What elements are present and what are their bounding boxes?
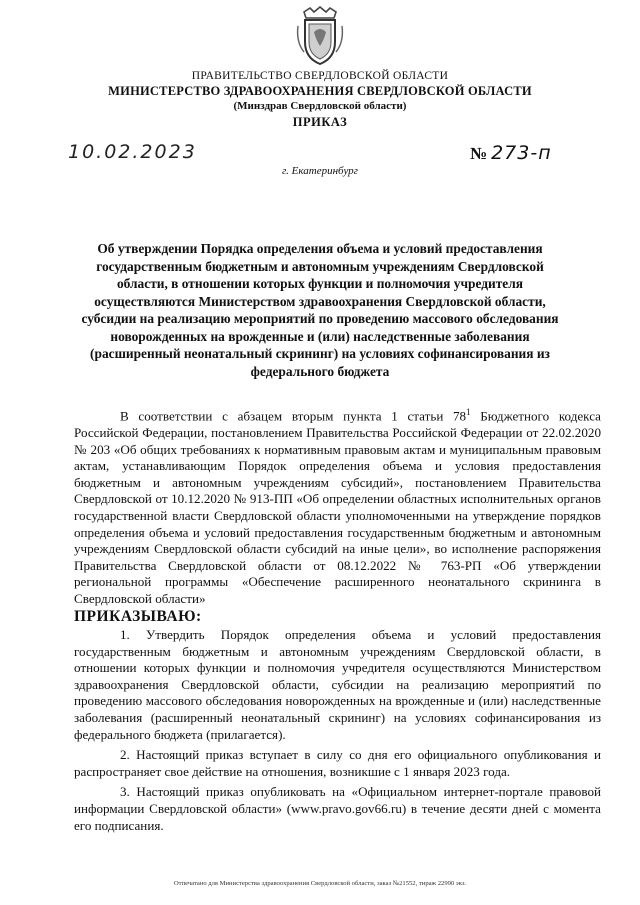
preamble-paragraph: [74, 404, 601, 607]
number-sign: №: [470, 144, 488, 163]
order-keyword: ПРИКАЗЫВАЮ:: [74, 608, 202, 626]
order-item-3: 3. Настоящий приказ опубликовать на «Официальном интернет-портале правовой информации Свердловской области» (www.pravo.gov66.ru) в течение десяти дней с момента его подписания.: [74, 784, 601, 833]
document-body: [74, 404, 601, 834]
ministry-abbreviation: (Минздрав Свердловской области): [233, 100, 407, 112]
coat-of-arms-emblem: [294, 6, 346, 66]
superscript: 1: [466, 407, 471, 417]
government-name: ПРАВИТЕЛЬСТВО СВЕРДЛОВСКОЙ ОБЛАСТИ: [191, 70, 449, 82]
order-number: [470, 142, 552, 164]
document-title: Об утверждении Порядка определения объема и условий предоставления государственным бюджетным и автономным учреждениям Свердловской области, в отношении которых функции и полномочия учредителя осуществляются Министерством здравоохранения Свердловской области, субсидии на реализацию мероприятий по проведению массового обследования новорожденных на врожденные и (или) наследственные заболевания (расширенный неонатальный скрининг) на условиях софинансирования из федерального бюджета: [81, 241, 559, 379]
preamble-text-1: В соответствии с абзацем вторым пункта 1 статьи 78: [120, 408, 467, 424]
city-line: г. Екатеринбург: [282, 165, 358, 177]
order-item-1: 1. Утвердить Порядок определения объема и условий предоставления государственным бюджетным и автономным учреждениям Свердловской области, в отношении которых функции и полномочия учредителя осуществляются Министерством здравоохранения Свердловской области, субсидии на реализацию мероприятий по проведению массового обследования новорожденных на врожденные и (или) наследственные заболевания (расширенный неонатальный скрининг) на условиях софинансирования из федерального бюджета (прилагается).: [74, 627, 601, 742]
preamble-text-2: Бюджетного кодекса Российской Федерации, постановлением Правительства Российской Федерации от 22.02.2020 № 203 «Об общих требованиях к нормативным правовым актам и муниципальным правовым актам, устанавливающим Порядок определения объема и условия предоставления бюджетным и автономным учреждениям субсидий», постановлением Правительства Свердловской от 10.12.2020 № 913-ПП «Об определении областных исполнительных органов государственной власти Свердловской области уполномоченными на утверждение порядков определения объема и условий предоставления государственным бюджетным и автономным учреждениям Свердловской области субсидий на иные цели», во исполнение распоряжения Правительства Свердловской области от 08.12.2022 № 763-РП «Об утверждении региональной программы «Обеспечение расширенного неонатального скрининга в Свердловской области»: [74, 408, 601, 606]
order-date: 10.02.2023: [68, 141, 197, 163]
order-item-2: 2. Настоящий приказ вступает в силу со дня его официального опубликования и распространяет свое действие на отношения, возникшие с 1 января 2023 года.: [74, 747, 601, 779]
ministry-name: МИНИСТЕРСТВО ЗДРАВООХРАНЕНИЯ СВЕРДЛОВСКОЙ ОБЛАСТИ: [108, 84, 532, 98]
order-number-value: 273-п: [491, 142, 552, 164]
document-type: ПРИКАЗ: [292, 115, 348, 129]
print-footer: Отпечатано для Министерства здравоохранения Свердловской области, заказ №21552, тираж 22990 экз.: [173, 880, 467, 887]
